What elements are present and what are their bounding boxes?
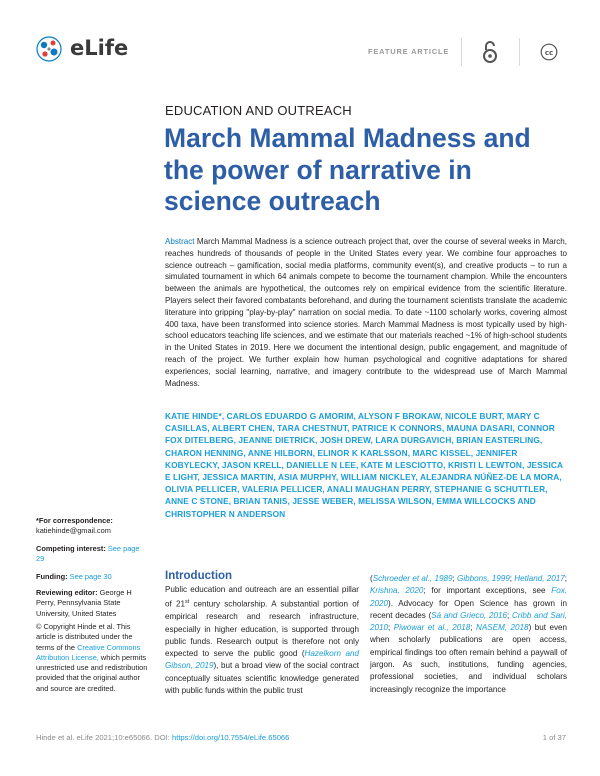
- header-divider: [519, 38, 520, 66]
- citation-link[interactable]: Cribb and Sari, 2010: [370, 610, 567, 633]
- abstract: [165, 236, 567, 389]
- open-access-icon: [481, 40, 499, 64]
- intro-text: ) but even when scholarly publications are open access, empirical findings too often remain behind a paywall of jargon. As such, institutions, funding agencies, professional societies, and individual scholars increasingly recognize the importance: [370, 623, 568, 694]
- elife-logo-icon: [34, 34, 64, 64]
- intro-text: Public education and outreach are an essential pillar of 21: [165, 585, 359, 609]
- abstract-text: March Mammal Madness is a science outreach project that, over the course of several weeks in March, reaches hundreds of thousands of people in the United States every year. We combine four approaches to science outreach – gamification, social media platforms, community event(s), and creative products – to run a simulated tournament in which 64 animals compete to become the tournament champion. While the encounters between the animals are hypothetical, the outcomes rely on empirical evidence from the scientific literature. Players select their favored combatants beforehand, and during the tournament scientists translate the academic literature into gripping "play-by-play" narration on social media. To date ~1100 scholarly works, covering almost 400 taxa, have been transformed into science stories. March Mammal Madness is most typically used by high-school educators teaching life sciences, and we estimate that our materials reached ~1% of high-school students in the United States in 2019. Here we document the intentional design, public engagement, and magnitude of reach of the project. We further explain how human psychological and cognitive adaptations for shared experiences, social learning, narrative, and imagery contribute to the widespread use of March Mammal Madness.: [165, 237, 567, 388]
- funding: [36, 572, 148, 582]
- citation-link[interactable]: Krishna, 2020: [370, 586, 424, 596]
- separator: ;: [470, 623, 477, 633]
- intro-text: ; for important exceptions, see: [423, 586, 552, 596]
- citation-text: Hinde et al. eLife 2021;10:e65066.: [36, 733, 153, 742]
- intro-heading: Introduction: [165, 570, 233, 582]
- citation-link[interactable]: NASEM, 2018: [476, 623, 529, 633]
- copyright-icon: ©: [36, 622, 42, 631]
- competing-link[interactable]: See page 29: [36, 544, 140, 564]
- superscript: st: [184, 599, 190, 606]
- separator: ;: [509, 574, 515, 583]
- intro-column-1: [165, 584, 359, 697]
- author-list[interactable]: KATIE HINDE*, CARLOS EDUARDO G AMORIM, ALYSON F BROKAW, NICOLE BURT, MARY C CASILLAS, ALBERT CHEN, TARA CHESTNUT, PATRICE K CONNORS, MAUNA DASARI, CONNOR FOX DITELBERG, JEANNE DIETRICK, JOSH DREW, LARA DURGAVICH, BRIAN EASTERLING, CHARON HENNING, ANNE HILBORN, ELINOR K KARLSSON, MARC KISSEL, JENNIFER KOBYLECKY, JASON KRELL, DANIELLE N LEE, KATE M LESCIOTTO, KRISTI L LEWTON, JESSICA E LIGHT, JESSICA MARTIN, ASIA MURPHY, WILLIAM NICKLEY, ALEJANDRA NÚÑEZ-DE LA MORA, OLIVIA PELLICER, VALERIA PELLICER, ANALI MAUGHAN PERRY, STEPHANIE G SCHUTTLER, ANNE C STONE, BRIAN TANIS, JESSE WEBER, MELISSA WILSON, EMMA WILLCOCKS AND CHRISTOPHER N ANDERSON: [165, 411, 563, 519]
- header-divider: [461, 38, 462, 66]
- separator: ;: [388, 623, 394, 633]
- competing-interest: [36, 544, 148, 565]
- doi-link[interactable]: https://doi.org/10.7554/eLife.65066: [171, 733, 290, 742]
- intro-text: century scholarship. A substantial portion of empirical research and research infrastructure, especially in higher education, is supported through public funds. Research output is therefore not only expected to serve the public good (: [165, 599, 359, 659]
- citation-link[interactable]: Hetland, 2017: [514, 574, 565, 583]
- correspondence-label: *For correspondence:: [36, 516, 113, 525]
- elife-logo[interactable]: [34, 34, 154, 68]
- funding-label: Funding:: [36, 572, 68, 581]
- copyright-text: Copyright Hinde et al. This article is distributed under the terms of the: [36, 622, 133, 652]
- correspondence-email[interactable]: katiehinde@gmail.com: [36, 526, 111, 536]
- reviewing-text: George H Perry, Pennsylvania State University, United States: [36, 588, 132, 618]
- copyright-tail: which permits unrestricted use and redistribution provided that the original author and source are credited.: [36, 652, 148, 693]
- page-number: 1 of 37: [542, 733, 566, 742]
- reviewing-label: Reviewing editor:: [36, 588, 98, 597]
- funding-link[interactable]: See page 30: [69, 572, 112, 581]
- footer-citation: [36, 733, 289, 742]
- page-title: March Mammal Madness and the power of narrative in science outreach: [164, 123, 531, 216]
- separator: ;: [507, 610, 513, 620]
- citation-link[interactable]: Hazelkorn and Gibson, 2019: [165, 649, 359, 671]
- intro-column-2: [370, 573, 567, 696]
- competing-label: Competing interest:: [36, 544, 106, 553]
- intro-text: ). Advocacy for Open Science has grown in recent decades (: [370, 598, 567, 620]
- separator: ;: [564, 574, 567, 583]
- citation-link[interactable]: Piwowar et al., 2018: [393, 623, 471, 633]
- copyright: [36, 622, 148, 694]
- citation-link[interactable]: Gibbons, 1999: [457, 574, 510, 583]
- abstract-label: Abstract: [165, 237, 195, 246]
- citation-link[interactable]: Sá and Grieco, 2016: [431, 610, 508, 620]
- doi-label: DOI:: [154, 733, 170, 742]
- citation-link[interactable]: Schroeder et al., 1989: [372, 574, 453, 583]
- creative-commons-icon: [540, 43, 558, 61]
- reviewing-editor: [36, 588, 148, 619]
- intro-text: (: [370, 574, 373, 583]
- correspondence: [36, 516, 148, 537]
- svg-text:cc: cc: [544, 48, 554, 57]
- intro-text: ), but a broad view of the social contract conceptually situates scientific knowledge generated with public funds within the public trust: [165, 661, 359, 696]
- license-link[interactable]: Creative Commons Attribution License,: [36, 642, 141, 662]
- citation-link[interactable]: Fox, 2020: [370, 586, 567, 608]
- article-type: FEATURE ARTICLE: [368, 47, 450, 56]
- section-label: EDUCATION AND OUTREACH: [165, 103, 352, 118]
- logo-text: eLife: [70, 36, 129, 60]
- separator: ;: [452, 574, 458, 583]
